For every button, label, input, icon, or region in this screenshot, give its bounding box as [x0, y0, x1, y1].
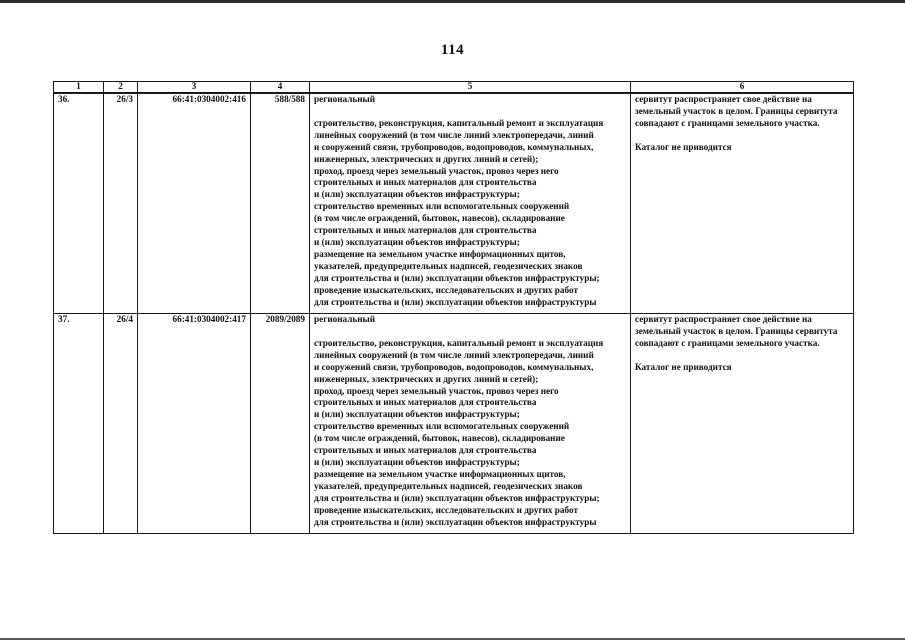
purpose-line: строительство временных или вспомогательных сооружений: [314, 201, 570, 212]
note-cell: [631, 93, 854, 314]
note-cell: [631, 314, 854, 534]
note-line: совпадают с границами земельного участка.: [635, 117, 820, 128]
note-line: сервитут распространяет свое действие на: [635, 314, 812, 324]
table-row: [54, 93, 854, 314]
row-index: 36.: [54, 93, 104, 314]
purpose-line: строительство, реконструкция, капитальный ремонт и эксплуатация: [314, 337, 604, 348]
row-code: 26/4: [104, 314, 138, 534]
purpose-line: (в том числе ограждений, бытовок, навесов), складирование: [314, 433, 565, 444]
note-spacer: [635, 130, 849, 142]
cadastral-number: 66:41:0304002:417: [138, 314, 251, 534]
area-value: 2089/2089: [251, 314, 310, 534]
purpose-line: линейных сооружений (в том числе линий электропередачи, линий: [314, 349, 594, 360]
column-number-row: [54, 82, 854, 94]
purpose-line: строительных и иных материалов для строительства: [314, 225, 537, 236]
purpose-line: (в том числе ограждений, бытовок, навесов), складирование: [314, 213, 565, 224]
servitude-category: региональный: [314, 94, 375, 104]
note-line: совпадают с границами земельного участка.: [635, 337, 820, 348]
purpose-line: для строительства и (или) эксплуатации объектов инфраструктуры: [314, 516, 597, 527]
area-value: 588/588: [251, 93, 310, 314]
purpose-line: проведение изыскательских, исследовательских и других работ: [314, 504, 578, 515]
column-number: 5: [310, 82, 631, 94]
note-line: земельный участок в целом. Границы сервитута: [635, 325, 838, 336]
purpose-line: размещение на земельном участке информационных щитов,: [314, 468, 566, 479]
page-number: 114: [440, 42, 465, 58]
purpose-line: линейных сооружений (в том числе линий электропередачи, линий: [314, 129, 594, 140]
purpose-line: для строительства и (или) эксплуатации объектов инфраструктуры: [314, 296, 597, 307]
note-line: земельный участок в целом. Границы сервитута: [635, 105, 838, 116]
purpose-line: для строительства и (или) эксплуатации объектов инфраструктуры;: [314, 272, 600, 283]
purpose-cell: [310, 93, 631, 314]
purpose-line: проход, проезд через земельный участок, провоз через него: [314, 385, 559, 396]
column-number: 6: [631, 82, 854, 94]
purpose-line: строительство временных или вспомогательных сооружений: [314, 421, 570, 432]
purpose-line: указателей, предупредительных надписей, геодезических знаков: [314, 480, 583, 491]
purpose-line: и сооружений связи, трубопроводов, водопроводов, коммунальных,: [314, 141, 594, 152]
purpose-line: строительство, реконструкция, капитальный ремонт и эксплуатация: [314, 117, 604, 128]
servitude-table: [53, 81, 854, 534]
purpose-line: и (или) эксплуатации объектов инфраструктуры;: [314, 456, 520, 467]
purpose-line: и (или) эксплуатации объектов инфраструктуры;: [314, 236, 520, 247]
purpose-line: инженерных, электрических и других линий и сетей);: [314, 373, 539, 384]
purpose-line: строительных и иных материалов для строительства: [314, 445, 537, 456]
column-number: 3: [138, 82, 251, 94]
cadastral-number: 66:41:0304002:416: [138, 93, 251, 314]
purpose-line: и сооружений связи, трубопроводов, водопроводов, коммунальных,: [314, 361, 594, 372]
purpose-line: проведение изыскательских, исследовательских и других работ: [314, 284, 578, 295]
purpose-line: указателей, предупредительных надписей, геодезических знаков: [314, 260, 583, 271]
table-row: [54, 314, 854, 534]
purpose-line: проход, проезд через земельный участок, провоз через него: [314, 165, 559, 176]
purpose-line: и (или) эксплуатации объектов инфраструктуры;: [314, 189, 520, 200]
purpose-line: строительных и иных материалов для строительства: [314, 397, 537, 408]
purpose-line: строительных и иных материалов для строительства: [314, 177, 537, 188]
purpose-line: инженерных, электрических и других линий и сетей);: [314, 153, 539, 164]
purpose-line: и (или) эксплуатации объектов инфраструктуры;: [314, 409, 520, 420]
purpose-line: для строительства и (или) эксплуатации объектов инфраструктуры;: [314, 492, 600, 503]
column-number: 4: [251, 82, 310, 94]
purpose-cell: [310, 314, 631, 534]
note-line: сервитут распространяет свое действие на: [635, 94, 812, 104]
scan-top-edge: [0, 0, 905, 3]
column-number: 2: [104, 82, 138, 94]
servitude-category: региональный: [314, 314, 375, 324]
purpose-line: размещение на земельном участке информационных щитов,: [314, 248, 566, 259]
column-number: 1: [54, 82, 104, 94]
catalog-note: Каталог не приводится: [635, 141, 732, 152]
row-code: 26/3: [104, 93, 138, 314]
note-spacer: [635, 350, 849, 362]
row-index: 37.: [54, 314, 104, 534]
catalog-note: Каталог не приводится: [635, 361, 732, 372]
